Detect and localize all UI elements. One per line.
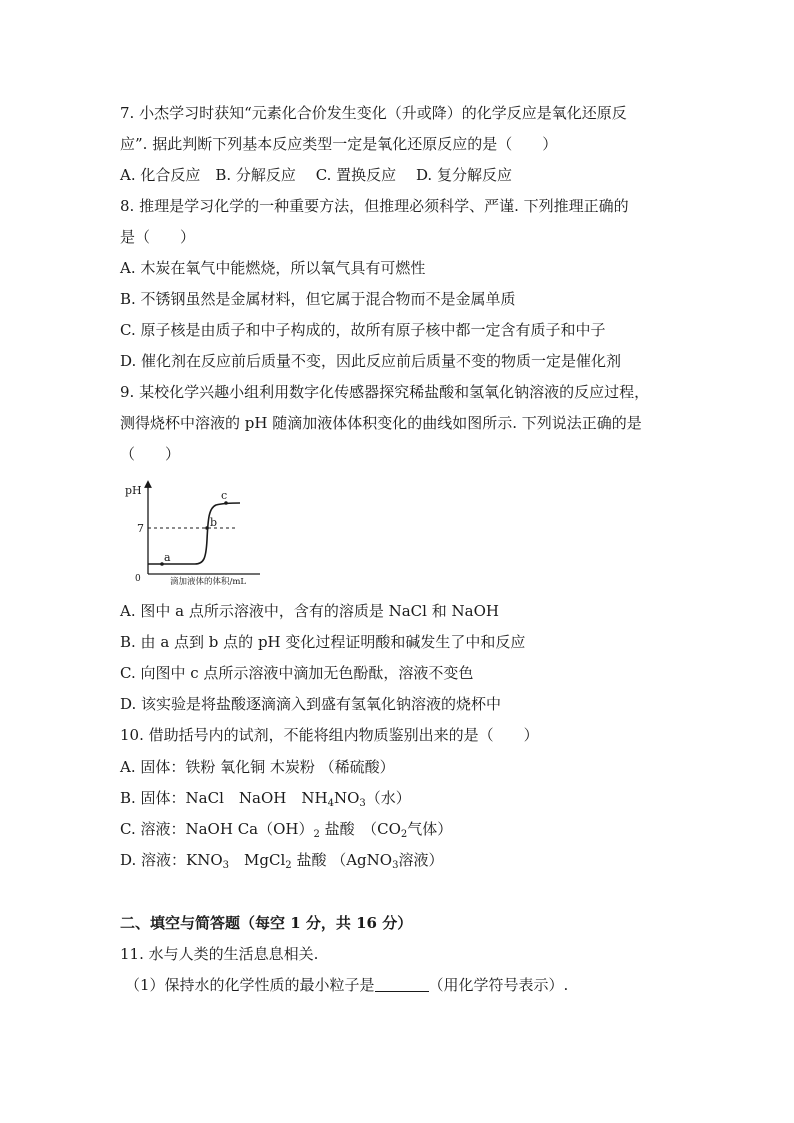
q8-stem-line2: 是（ ） [120,228,196,246]
section-2-heading: 二、填空与简答题（每空 1 分，共 16 分） [120,914,413,932]
y-axis-label: pH [125,484,142,497]
q9-stem-line3: （ ） [120,445,181,463]
q11-answer-blank[interactable] [375,977,429,992]
point-b-dot [205,526,209,530]
q11-part1: （1）保持水的化学性质的最小粒子是 （用化学符号表示）. [125,976,569,994]
q7-stem-line2: 应”. 据此判断下列基本反应类型一定是氧化还原反应的是（ ） [120,135,558,153]
q9-stem-line1: 9. 某校化学兴趣小组利用数字化传感器探究稀盐酸和氢氧化钠溶液的反应过程， [120,383,650,401]
q8-option-b: B. 不锈钢虽然是金属材料，但它属于混合物而不是金属单质 [120,290,516,308]
q10-option-d: D. 溶液：$KNO_3$ MgCl$_2$ 盐酸 （AgNO$_3$溶液） [120,851,444,871]
q8-stem-line1: 8. 推理是学习化学的一种重要方法，但推理必须科学、严谨. 下列推理正确的 [120,197,629,215]
q9-option-c: C. 向图中 c 点所示溶液中滴加无色酚酞，溶液不变色 [120,664,474,682]
q9-option-b: B. 由 a 点到 b 点的 pH 变化过程证明酸和碱发生了中和反应 [120,633,526,651]
x-axis-label: 滴加液体的体积/mL [170,577,247,587]
q8-option-c: C. 原子核是由质子和中子构成的，故所有原子核中都一定含有质子和中子 [120,321,606,339]
y-tick-7: 7 [137,522,144,535]
ph-curve-figure [120,478,270,588]
q9-stem-line2: 测得烧杯中溶液的 pH 随滴加液体体积变化的曲线如图所示. 下列说法正确的是 [120,414,642,432]
q11-stem: 11. 水与人类的生活息息相关. [120,945,319,963]
point-b-label: b [210,516,218,529]
q8-option-d: D. 催化剂在反应前后质量不变，因此反应前后质量不变的物质一定是催化剂 [120,352,622,370]
q10-option-c: C. 溶液：NaOH $Ca(OH)_2$ 盐酸 （$CO_2$气体） [120,820,453,840]
q7-options: A. 化合反应 B. 分解反应 C. 置换反应 D. 复分解反应 [120,166,512,184]
point-c-label: c [221,489,228,502]
q7-stem-line1: 7. 小杰学习时获知“元素化合价发生变化（升或降）的化学反应是氧化还原反 [120,104,627,122]
ph-curve [148,503,240,564]
q9-option-a: A. 图中 a 点所示溶液中，含有的溶质是 NaCl 和 NaOH [120,602,499,620]
q8-option-a: A. 木炭在氧气中能燃烧，所以氧气具有可燃性 [120,259,426,277]
point-a-label: a [164,551,171,564]
q10-option-b: B. 固体：NaCl NaOH $NH_4NO_3$（水） [120,789,411,809]
q9-option-d: D. 该实验是将盐酸逐滴滴入到盛有氢氧化钠溶液的烧杯中 [120,695,502,713]
origin-label: 0 [135,574,141,584]
q10-option-a: A. 固体：铁粉 氧化铜 木炭粉 （稀硫酸） [120,758,395,776]
q10-stem: 10. 借助括号内的试剂，不能将组内物质鉴别出来的是（ ） [120,726,539,744]
